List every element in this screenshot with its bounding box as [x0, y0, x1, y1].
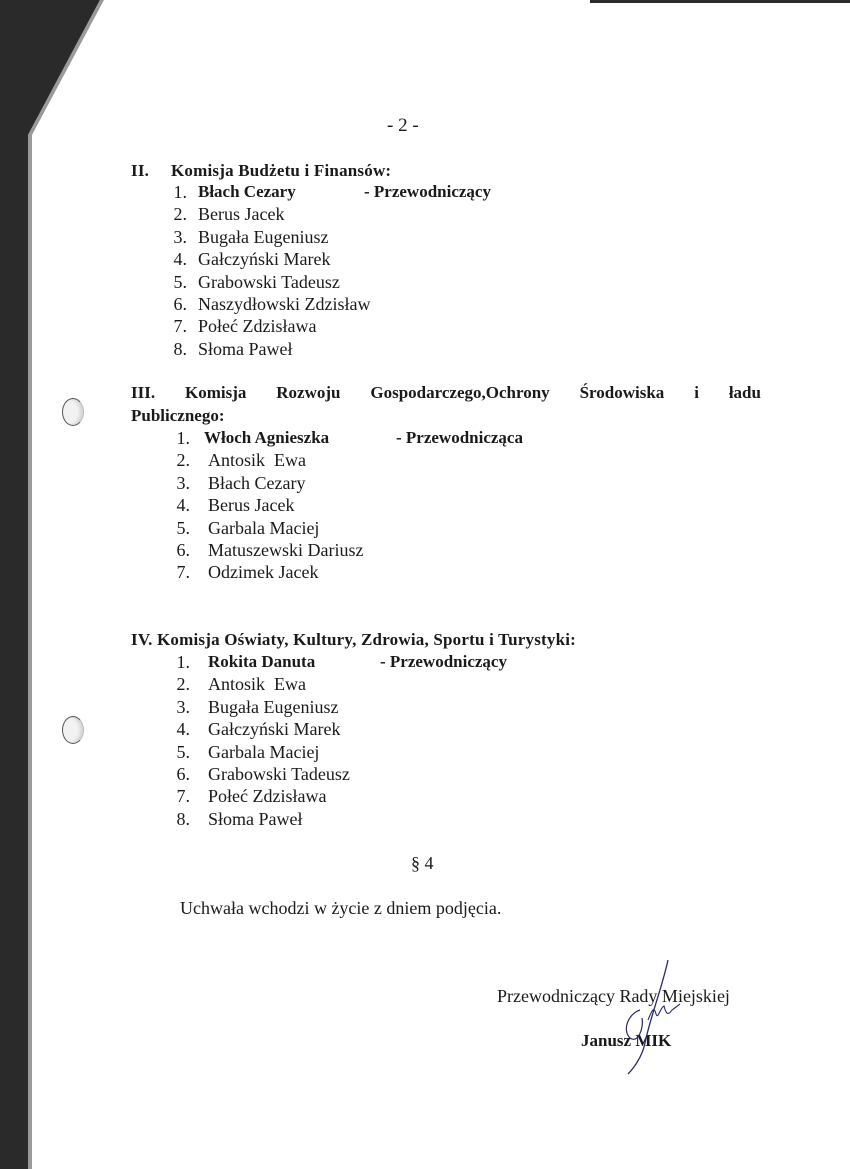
- heading-word: III.: [131, 383, 156, 402]
- member-name: Odzimek Jacek: [208, 562, 319, 583]
- list-number: 8.: [173, 338, 187, 359]
- page-number: - 2 -: [387, 115, 419, 136]
- section-iii-heading: [131, 383, 761, 403]
- member-name: Błach Cezary: [198, 182, 296, 201]
- list-number: 6.: [176, 763, 190, 784]
- list-number: 7.: [176, 562, 190, 583]
- list-number: 1.: [173, 182, 187, 202]
- member-name: Garbala Maciej: [208, 741, 320, 762]
- heading-word: i: [694, 383, 699, 402]
- member-name: Grabowski Tadeusz: [208, 763, 350, 784]
- heading-word: Gospodarczego,Ochrony: [370, 383, 550, 402]
- member-name: Berus Jacek: [198, 204, 285, 225]
- member-name: Słoma Paweł: [198, 338, 293, 359]
- section-ii-title: Komisja Budżetu i Finansów:: [171, 161, 392, 180]
- scan-top-edge: [590, 0, 850, 3]
- list-number: 6.: [173, 293, 187, 314]
- member-name: Garbala Maciej: [208, 517, 320, 538]
- punch-hole-lower: [62, 716, 84, 744]
- member-name: Połeć Zdzisława: [198, 316, 317, 337]
- chair-role: - Przewodnicząca: [396, 428, 523, 447]
- member-name: Matuszewski Dariusz: [208, 539, 364, 560]
- member-name: Rokita Danuta: [208, 652, 316, 671]
- section-ii-heading: [131, 161, 391, 181]
- list-number: 2.: [176, 674, 190, 695]
- list-number: 5.: [173, 271, 187, 292]
- member-name: Gałczyński Marek: [198, 249, 331, 270]
- member-name: Bugała Eugeniusz: [208, 696, 339, 717]
- member-name: Połeć Zdzisława: [208, 786, 327, 807]
- member-name: Grabowski Tadeusz: [198, 271, 340, 292]
- member-name: Słoma Paweł: [208, 808, 303, 829]
- heading-word: ładu: [728, 383, 761, 402]
- list-number: 3.: [176, 472, 190, 493]
- member-name: Bugała Eugeniusz: [198, 226, 329, 247]
- paragraph-mark: § 4: [411, 853, 434, 873]
- list-number: 7.: [176, 786, 190, 807]
- punch-hole-upper: [62, 398, 84, 426]
- member-name: Gałczyński Marek: [208, 719, 341, 740]
- list-number: 4.: [173, 249, 187, 270]
- list-number: 6.: [176, 539, 190, 560]
- member-name: Naszydłowski Zdzisław: [198, 293, 371, 314]
- section-ii-numeral: II.: [131, 161, 150, 180]
- section-iii-heading-cont: Publicznego:: [131, 406, 225, 425]
- member-name: Antosik Ewa: [208, 450, 306, 471]
- chair-role: - Przewodniczący: [364, 182, 491, 201]
- list-number: 2.: [173, 204, 187, 225]
- signature-name: Janusz MIK: [581, 1031, 672, 1050]
- heading-word: Rozwoju: [276, 383, 341, 402]
- list-number: 7.: [173, 316, 187, 337]
- scan-shadow-edge: [0, 0, 120, 1169]
- member-name: Błach Cezary: [208, 472, 306, 493]
- list-number: 2.: [176, 450, 190, 471]
- signature-title: Przewodniczący Rady Miejskiej: [497, 986, 730, 1006]
- section-iv-heading: IV. Komisja Oświaty, Kultury, Zdrowia, Sportu i Turystyki:: [131, 630, 577, 649]
- chair-role: - Przewodniczący: [380, 652, 507, 671]
- heading-word: Komisja: [185, 383, 247, 402]
- member-name: Berus Jacek: [208, 495, 295, 516]
- list-number: 3.: [176, 696, 190, 717]
- list-number: 4.: [176, 719, 190, 740]
- member-name: Antosik Ewa: [208, 674, 306, 695]
- list-number: 1.: [176, 652, 190, 672]
- member-name: Włoch Agnieszka: [204, 428, 330, 447]
- heading-word: Środowiska: [579, 383, 665, 402]
- list-number: 8.: [176, 808, 190, 829]
- list-number: 5.: [176, 741, 190, 762]
- list-number: 3.: [173, 226, 187, 247]
- list-number: 1.: [176, 428, 190, 448]
- list-number: 5.: [176, 517, 190, 538]
- resolution-text: Uchwała wchodzi w życie z dniem podjęcia.: [180, 898, 502, 918]
- list-number: 4.: [176, 495, 190, 516]
- handwritten-signature: [600, 958, 710, 1078]
